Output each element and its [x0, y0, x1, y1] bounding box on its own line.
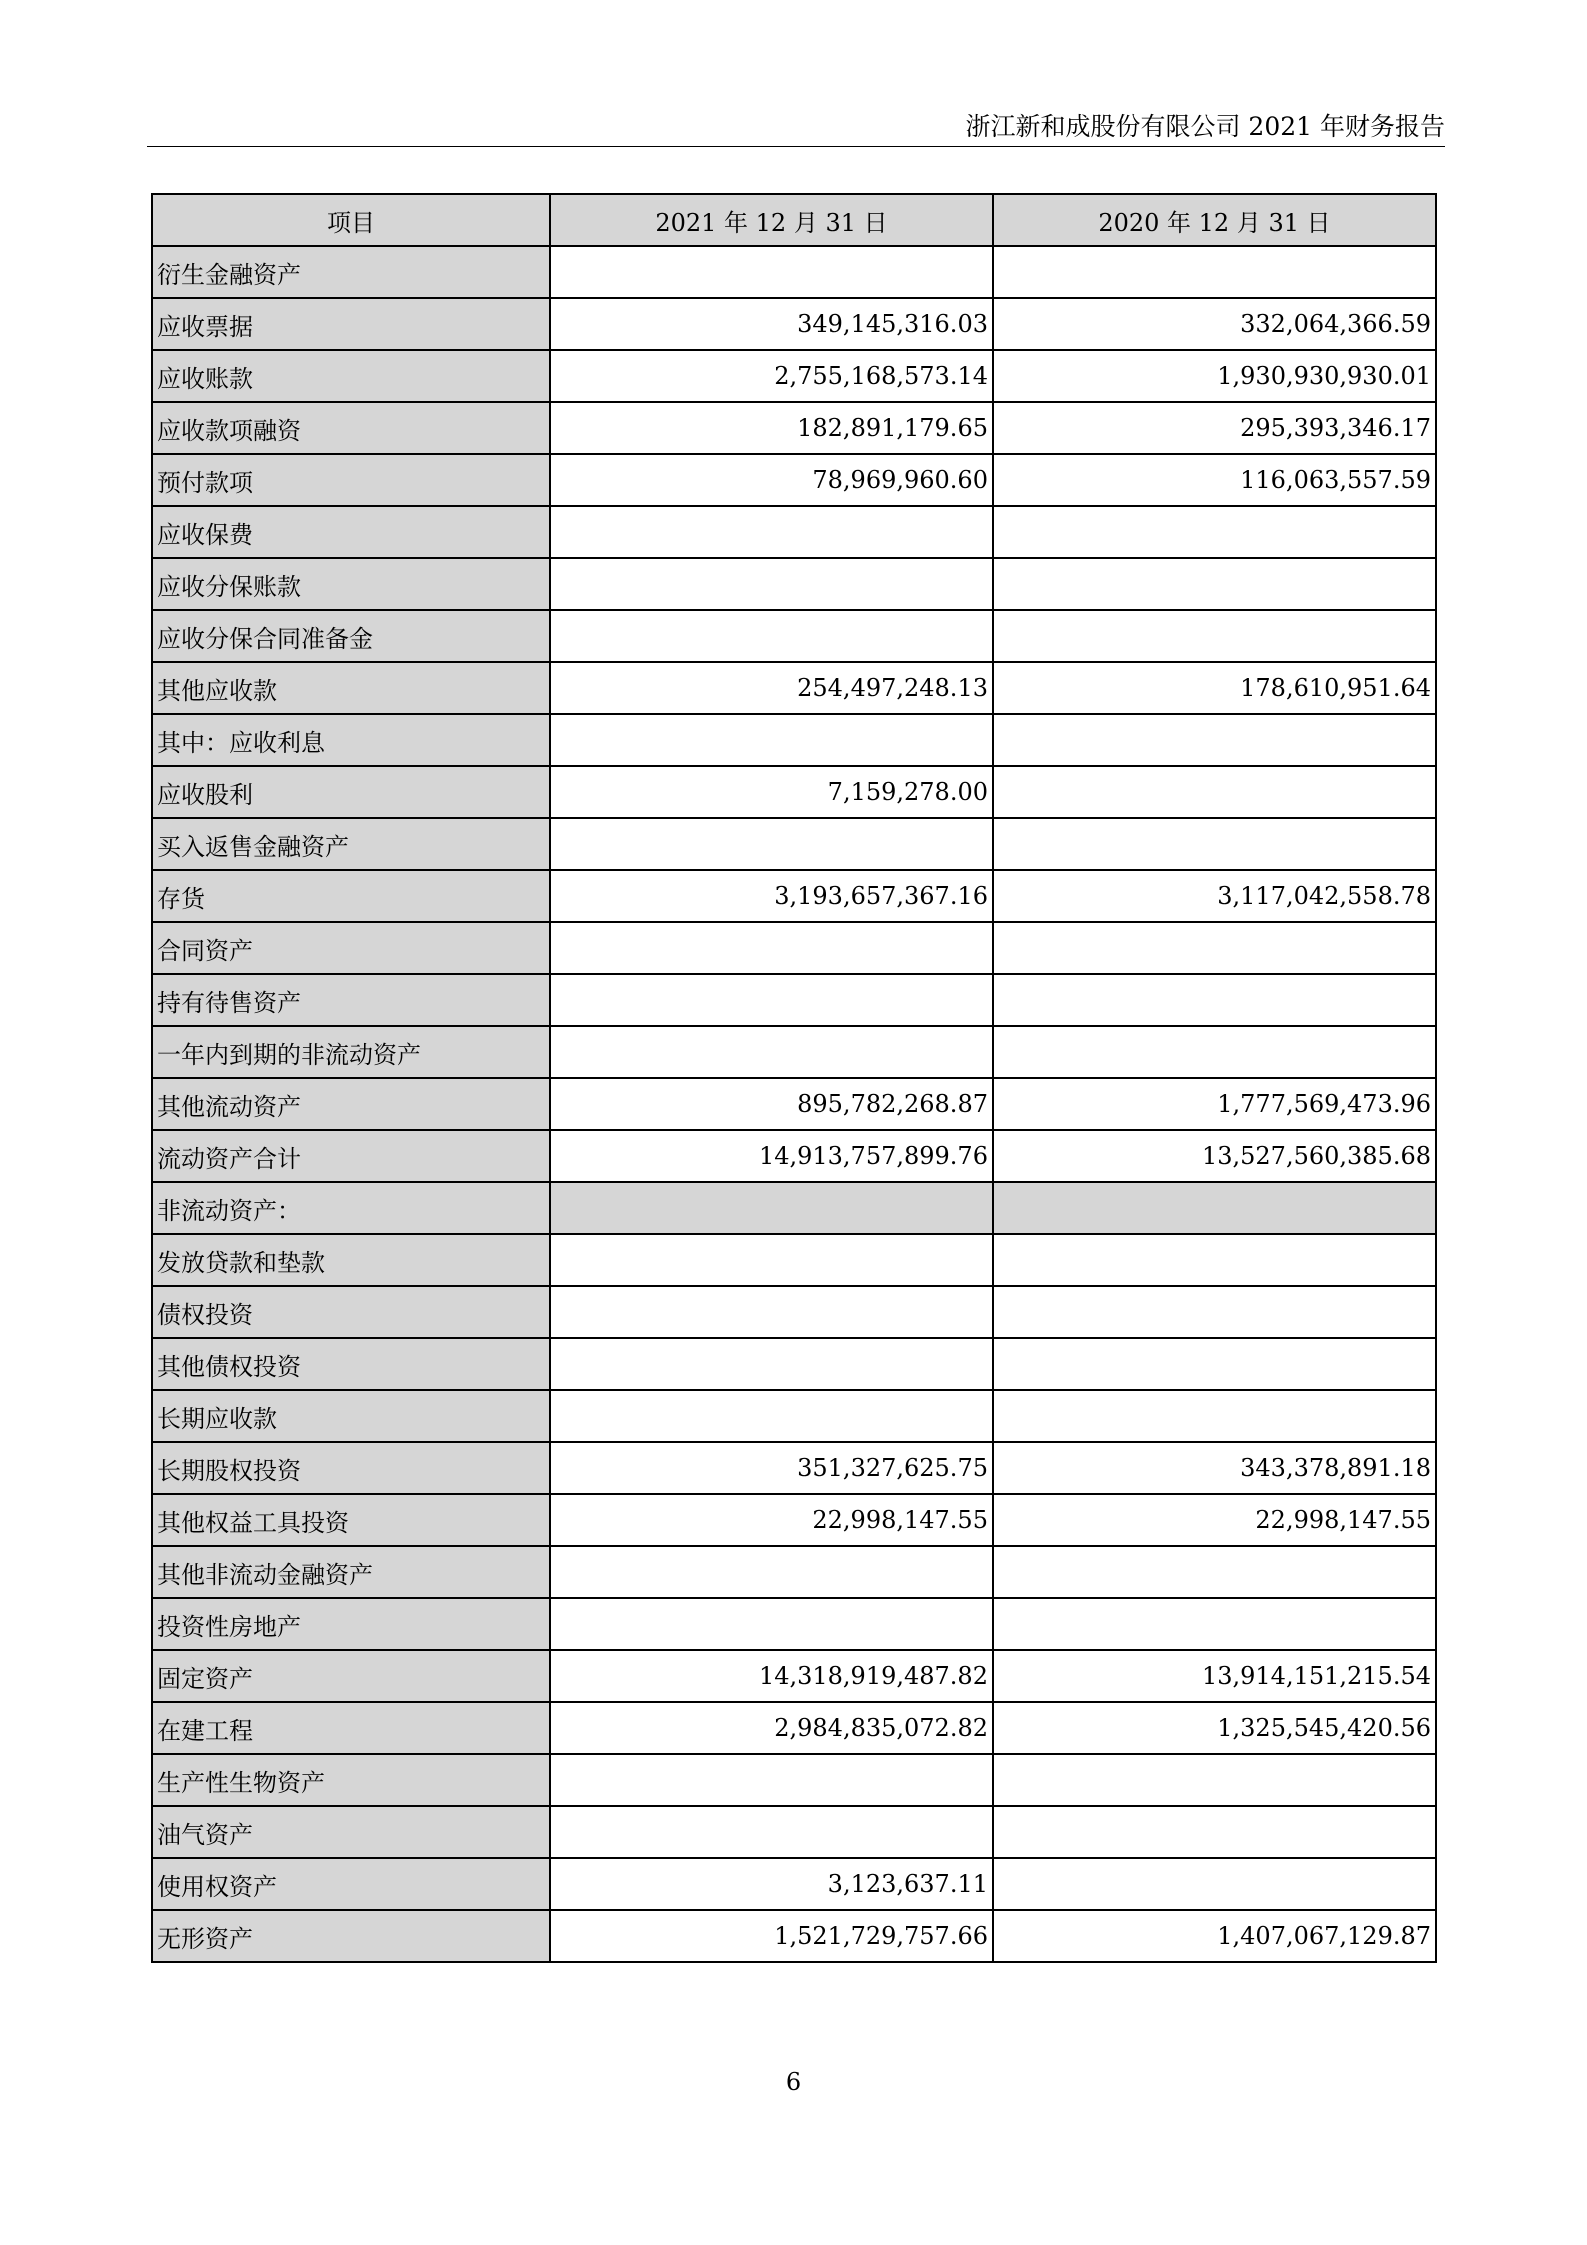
value-2020 — [993, 1338, 1436, 1390]
value-2021 — [550, 558, 993, 610]
value-2021 — [550, 1806, 993, 1858]
value-2021 — [550, 246, 993, 298]
value-2021 — [550, 1546, 993, 1598]
row-label: 存货 — [152, 870, 550, 922]
value-2021: 351,327,625.75 — [550, 1442, 993, 1494]
value-2021 — [550, 714, 993, 766]
row-label: 固定资产 — [152, 1650, 550, 1702]
value-2020 — [993, 766, 1436, 818]
table-row — [152, 1858, 1436, 1910]
table-row — [152, 714, 1436, 766]
value-2020 — [993, 1806, 1436, 1858]
table-row — [152, 766, 1436, 818]
value-2020 — [993, 1286, 1436, 1338]
value-2021: 7,159,278.00 — [550, 766, 993, 818]
row-label: 其他应收款 — [152, 662, 550, 714]
table-row — [152, 1442, 1436, 1494]
value-2020: 1,407,067,129.87 — [993, 1910, 1436, 1962]
value-2021 — [550, 1390, 993, 1442]
value-2021 — [550, 1598, 993, 1650]
table-row — [152, 1702, 1436, 1754]
row-label: 应收分保合同准备金 — [152, 610, 550, 662]
table-row — [152, 454, 1436, 506]
table-row — [152, 350, 1436, 402]
value-2020 — [993, 818, 1436, 870]
value-2020: 1,930,930,930.01 — [993, 350, 1436, 402]
report-header — [147, 108, 1445, 147]
table-row — [152, 922, 1436, 974]
row-label: 长期应收款 — [152, 1390, 550, 1442]
row-label: 无形资产 — [152, 1910, 550, 1962]
value-2020: 332,064,366.59 — [993, 298, 1436, 350]
table-row — [152, 610, 1436, 662]
value-2021: 78,969,960.60 — [550, 454, 993, 506]
table-row — [152, 1910, 1436, 1962]
value-2020 — [993, 1390, 1436, 1442]
value-2020 — [993, 610, 1436, 662]
value-2021: 2,984,835,072.82 — [550, 1702, 993, 1754]
value-2020 — [993, 1546, 1436, 1598]
value-2021: 3,123,637.11 — [550, 1858, 993, 1910]
value-2020: 178,610,951.64 — [993, 662, 1436, 714]
table-row — [152, 1546, 1436, 1598]
row-label: 在建工程 — [152, 1702, 550, 1754]
value-2020 — [993, 1754, 1436, 1806]
value-2020 — [993, 1598, 1436, 1650]
value-2021 — [550, 1754, 993, 1806]
value-2021 — [550, 506, 993, 558]
table-row — [152, 974, 1436, 1026]
value-2021: 254,497,248.13 — [550, 662, 993, 714]
table-row — [152, 662, 1436, 714]
value-2020: 13,527,560,385.68 — [993, 1130, 1436, 1182]
row-label: 一年内到期的非流动资产 — [152, 1026, 550, 1078]
row-label: 其他债权投资 — [152, 1338, 550, 1390]
value-2021: 22,998,147.55 — [550, 1494, 993, 1546]
row-label: 合同资产 — [152, 922, 550, 974]
row-label: 其中：应收利息 — [152, 714, 550, 766]
value-2020: 22,998,147.55 — [993, 1494, 1436, 1546]
row-label: 其他流动资产 — [152, 1078, 550, 1130]
table-row — [152, 1598, 1436, 1650]
table-row — [152, 1494, 1436, 1546]
table-row — [152, 1078, 1436, 1130]
row-label: 发放贷款和垫款 — [152, 1234, 550, 1286]
value-2021: 14,913,757,899.76 — [550, 1130, 993, 1182]
value-2021: 3,193,657,367.16 — [550, 870, 993, 922]
page-number: 6 — [785, 2068, 802, 2096]
row-label: 投资性房地产 — [152, 1598, 550, 1650]
row-label: 非流动资产： — [152, 1182, 550, 1234]
value-2021: 182,891,179.65 — [550, 402, 993, 454]
value-2021 — [550, 1026, 993, 1078]
value-2021: 349,145,316.03 — [550, 298, 993, 350]
report-title: 浙江新和成股份有限公司 2021 年财务报告 — [965, 112, 1445, 141]
value-2021: 895,782,268.87 — [550, 1078, 993, 1130]
table-row — [152, 1234, 1436, 1286]
row-label: 持有待售资产 — [152, 974, 550, 1026]
value-2021 — [550, 974, 993, 1026]
row-label: 应收票据 — [152, 298, 550, 350]
row-label: 应收保费 — [152, 506, 550, 558]
row-label: 应收股利 — [152, 766, 550, 818]
value-2020 — [993, 1182, 1436, 1234]
value-2021 — [550, 1234, 993, 1286]
table-row — [152, 402, 1436, 454]
row-label: 预付款项 — [152, 454, 550, 506]
row-label: 使用权资产 — [152, 1858, 550, 1910]
table-row — [152, 870, 1436, 922]
column-header-2021: 2021 年 12 月 31 日 — [550, 194, 993, 246]
value-2020: 295,393,346.17 — [993, 402, 1436, 454]
table-row — [152, 818, 1436, 870]
table-row — [152, 298, 1436, 350]
row-label: 长期股权投资 — [152, 1442, 550, 1494]
row-label: 应收分保账款 — [152, 558, 550, 610]
value-2020 — [993, 1858, 1436, 1910]
column-header-item: 项目 — [152, 194, 550, 246]
section-header-row — [152, 1182, 1436, 1234]
value-2020 — [993, 246, 1436, 298]
value-2020 — [993, 1026, 1436, 1078]
table-row — [152, 506, 1436, 558]
row-label: 债权投资 — [152, 1286, 550, 1338]
value-2021: 2,755,168,573.14 — [550, 350, 993, 402]
value-2021: 1,521,729,757.66 — [550, 1910, 993, 1962]
value-2020 — [993, 922, 1436, 974]
row-label: 应收账款 — [152, 350, 550, 402]
value-2020: 3,117,042,558.78 — [993, 870, 1436, 922]
value-2020: 1,777,569,473.96 — [993, 1078, 1436, 1130]
value-2020 — [993, 558, 1436, 610]
table-row — [152, 1026, 1436, 1078]
row-label: 其他非流动金融资产 — [152, 1546, 550, 1598]
value-2021 — [550, 1338, 993, 1390]
table-row — [152, 1650, 1436, 1702]
table-row — [152, 1390, 1436, 1442]
table-row — [152, 1286, 1436, 1338]
table-row — [152, 246, 1436, 298]
column-header-2020: 2020 年 12 月 31 日 — [993, 194, 1436, 246]
value-2020: 343,378,891.18 — [993, 1442, 1436, 1494]
row-label: 油气资产 — [152, 1806, 550, 1858]
row-label: 衍生金融资产 — [152, 246, 550, 298]
value-2020 — [993, 506, 1436, 558]
row-label: 其他权益工具投资 — [152, 1494, 550, 1546]
value-2020: 1,325,545,420.56 — [993, 1702, 1436, 1754]
row-label: 应收款项融资 — [152, 402, 550, 454]
value-2020 — [993, 714, 1436, 766]
table-row — [152, 1806, 1436, 1858]
value-2021: 14,318,919,487.82 — [550, 1650, 993, 1702]
row-label: 生产性生物资产 — [152, 1754, 550, 1806]
row-label: 流动资产合计 — [152, 1130, 550, 1182]
value-2020 — [993, 974, 1436, 1026]
subtotal-row — [152, 1130, 1436, 1182]
value-2020: 116,063,557.59 — [993, 454, 1436, 506]
value-2020: 13,914,151,215.54 — [993, 1650, 1436, 1702]
value-2020 — [993, 1234, 1436, 1286]
value-2021 — [550, 1286, 993, 1338]
table-row — [152, 558, 1436, 610]
table-row — [152, 1338, 1436, 1390]
value-2021 — [550, 922, 993, 974]
balance-sheet-table — [151, 193, 1437, 1963]
value-2021 — [550, 1182, 993, 1234]
row-label: 买入返售金融资产 — [152, 818, 550, 870]
value-2021 — [550, 818, 993, 870]
value-2021 — [550, 610, 993, 662]
table-row — [152, 1754, 1436, 1806]
table-header-row — [152, 194, 1436, 246]
